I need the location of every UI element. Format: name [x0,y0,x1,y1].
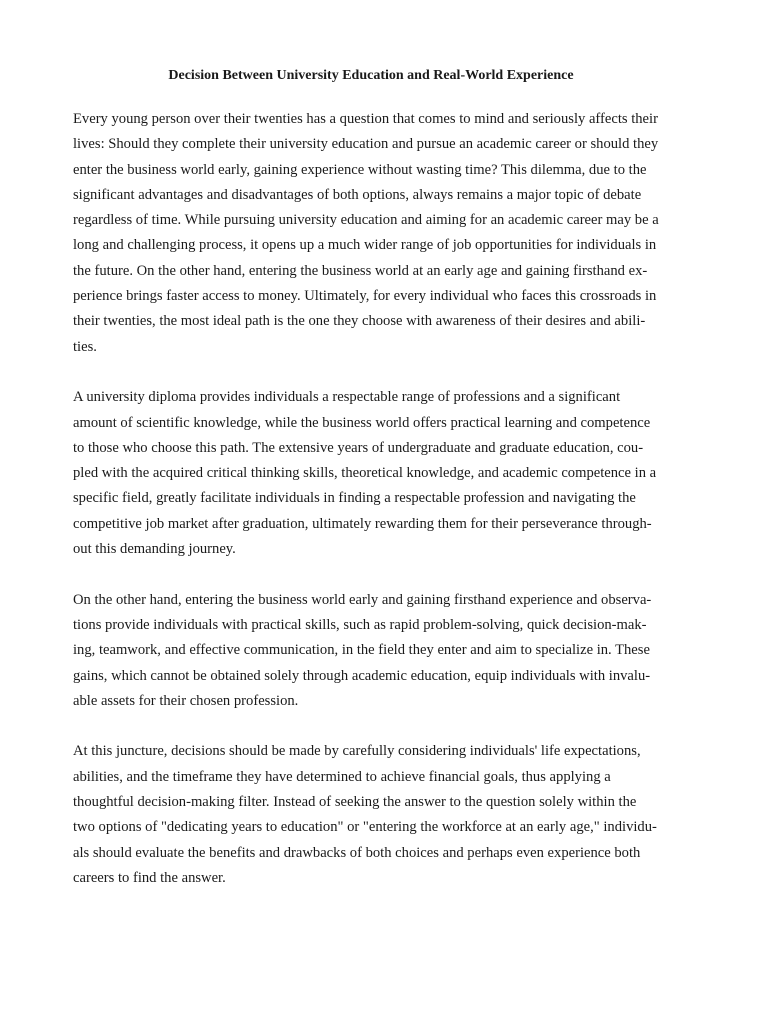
text-line: careers to find the answer. [73,869,226,886]
text-line: long and challenging process, it opens up a much wider range of job opportunities for individuals in [73,237,657,254]
text-line: perience brings faster access to money. Ultimately, for every individual who faces this crossroads in [73,288,657,305]
paragraph [73,588,703,714]
text-line: pled with the acquired critical thinking skills, theoretical knowledge, and academic competence in a [73,465,657,482]
text-line: On the other hand, entering the business world early and gaining firsthand experience and observa- [73,591,652,608]
paragraph-gap [73,562,703,587]
text-line: thoughtful decision-making filter. Instead of seeking the answer to the question solely within the [73,794,637,811]
text-line: their twenties, the most ideal path is the one they choose with awareness of their desires and abili- [73,313,646,330]
text-line: als should evaluate the benefits and drawbacks of both choices and perhaps even experience both [73,844,641,861]
paragraph [73,739,703,891]
text-line: ties. [73,338,97,355]
text-line: abilities, and the timeframe they have determined to achieve financial goals, thus applying a [73,768,611,785]
paragraph [73,107,703,360]
document-body [73,107,703,891]
text-line: competitive job market after graduation, ultimately rewarding them for their perseverance through- [73,515,652,532]
text-line: tions provide individuals with practical skills, such as rapid problem-solving, quick decision-mak- [73,616,647,633]
text-line: ing, teamwork, and effective communication, in the field they enter and aim to specialize in. These [73,642,650,659]
text-line: out this demanding journey. [73,541,236,558]
text-line: significant advantages and disadvantages of both options, always remains a major topic of debate [73,186,642,203]
paragraph [73,385,703,562]
text-line: regardless of time. While pursuing university education and aiming for an academic career may be a [73,212,659,229]
text-line: specific field, greatly facilitate individuals in finding a respectable profession and navigating the [73,490,636,507]
document-title: Decision Between University Education and Real-World Experience [168,68,574,83]
text-line: enter the business world early, gaining experience without wasting time? This dilemma, due to the [73,161,647,178]
text-line: amount of scientific knowledge, while the business world offers practical learning and competence [73,414,651,431]
text-line: gains, which cannot be obtained solely through academic education, equip individuals with invalu- [73,667,651,684]
text-line: the future. On the other hand, entering the business world at an early age and gaining firsthand ex- [73,262,648,279]
text-line: Every young person over their twenties has a question that comes to mind and seriously affects their [73,111,658,127]
text-line: lives: Should they complete their university education and pursue an academic career or should they [73,136,659,153]
text-line: two options of "dedicating years to education" or "entering the workforce at an early age," individu- [73,819,657,836]
text-line: able assets for their chosen profession. [73,692,299,709]
text-line: A university diploma provides individuals a respectable range of professions and a significant [73,389,621,406]
text-line: to those who choose this path. The extensive years of undergraduate and graduate education, cou- [73,439,644,456]
paragraph-gap [73,360,703,385]
text-line: At this juncture, decisions should be made by carefully considering individuals' life expectations, [73,743,641,760]
paragraph-gap [73,714,703,739]
